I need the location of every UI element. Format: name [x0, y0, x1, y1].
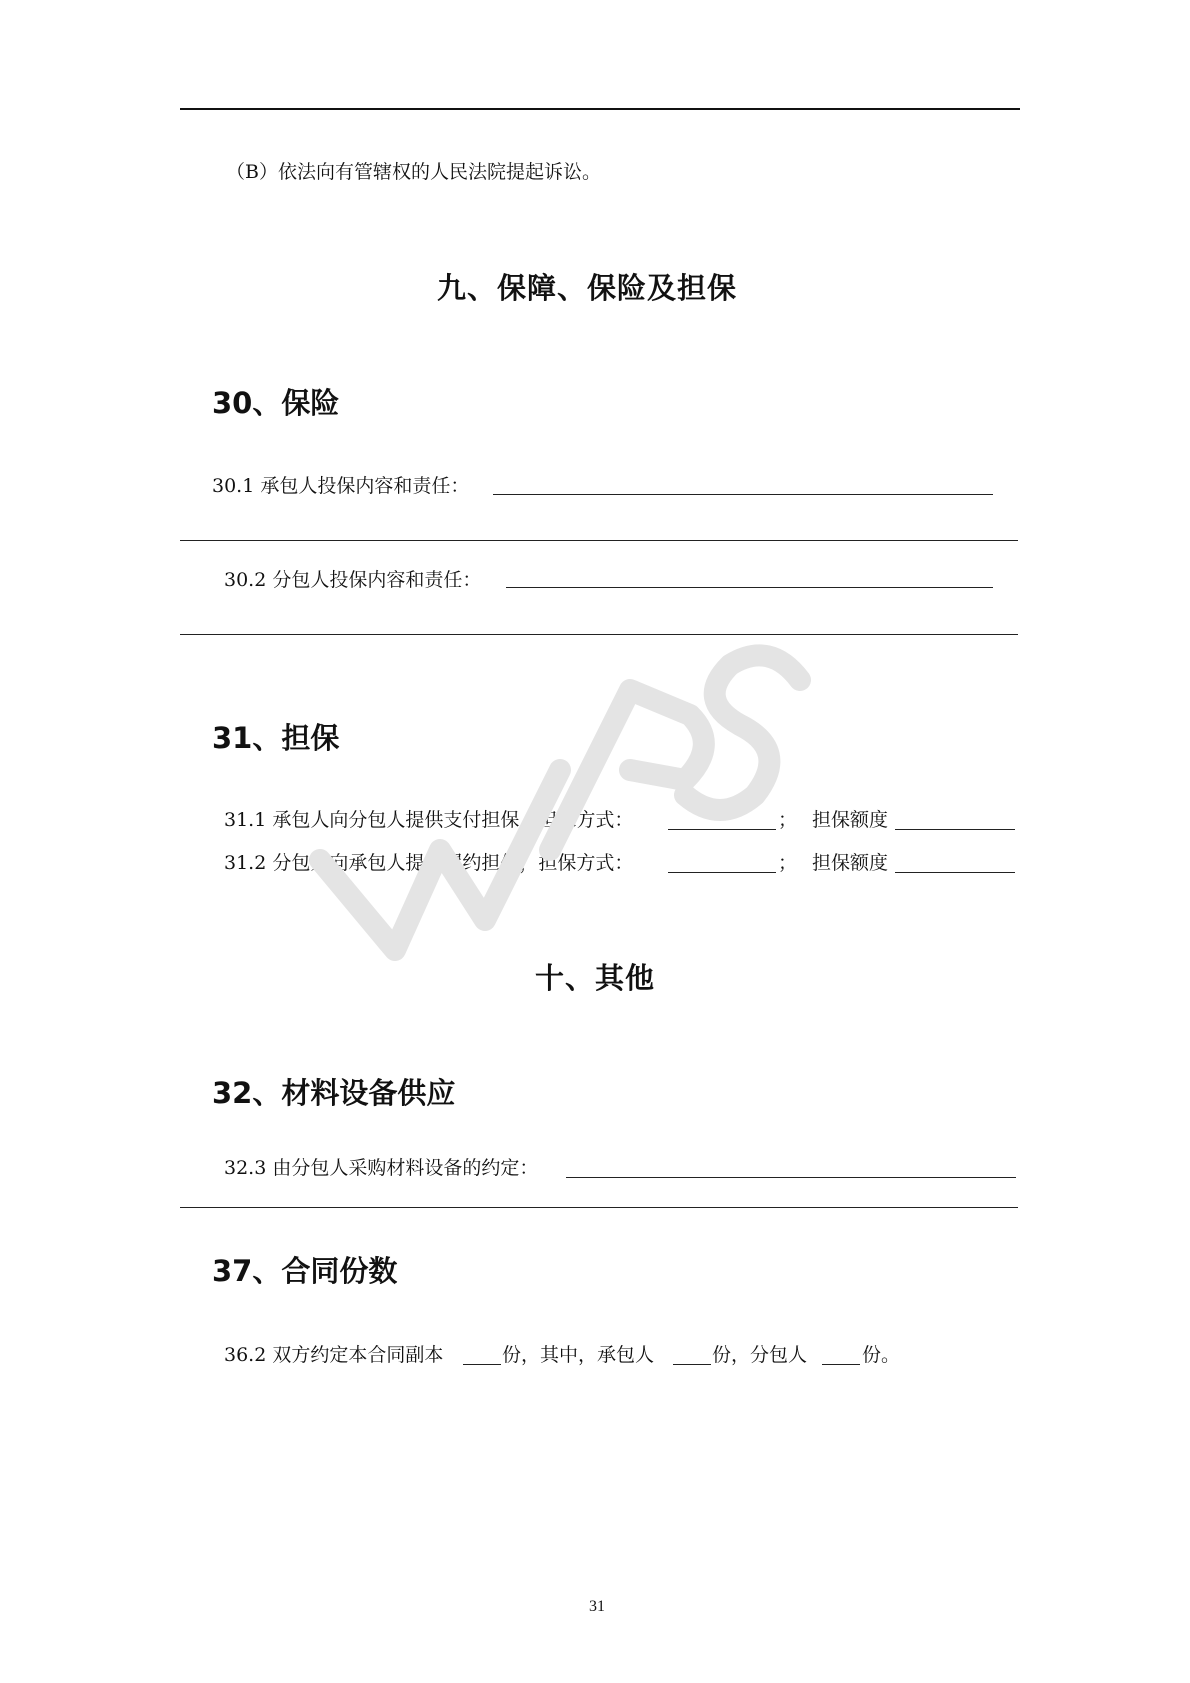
item-30-2-label: 30.2 分包人投保内容和责任： [224, 569, 482, 591]
item-36-2-subcontractor-blank [822, 1364, 860, 1365]
item-36-2-copies-blank [463, 1364, 501, 1365]
item-36-2-part4: 份。 [862, 1344, 901, 1366]
item-30-2-continuation-line [180, 634, 1018, 635]
item-32-3-label: 32.3 由分包人采购材料设备的约定： [224, 1157, 539, 1179]
item-32-3-continuation-line [180, 1207, 1018, 1208]
section-30-heading: 30、保险 [212, 386, 340, 420]
page-number: 31 [589, 1598, 605, 1615]
section-32-heading: 32、材料设备供应 [212, 1076, 456, 1110]
item-31-2-separator: ； [778, 852, 798, 874]
item-36-2-part2: 份，其中，承包人 [502, 1344, 655, 1366]
section-37-heading: 37、合同份数 [212, 1254, 398, 1288]
item-30-1-label: 30.1 承包人投保内容和责任： [212, 475, 470, 497]
item-30-1-continuation-line [180, 540, 1018, 541]
item-30-1-blank [493, 494, 993, 495]
item-31-1-separator: ； [778, 809, 798, 831]
item-36-2-contractor-blank [673, 1364, 711, 1365]
item-31-1-amount-blank [895, 829, 1015, 830]
item-32-3-blank [566, 1177, 1016, 1178]
item-36-2-part3: 份，分包人 [712, 1344, 808, 1366]
item-31-2-amount-blank [895, 872, 1015, 873]
wps-watermark-icon [300, 620, 820, 980]
item-30-2-blank [506, 587, 993, 588]
item-31-2-method-blank [668, 872, 776, 873]
section-31-heading: 31、担保 [212, 721, 340, 755]
chapter-10-title: 十、其他 [535, 961, 656, 995]
item-31-1-method-blank [668, 829, 776, 830]
item-31-1-label: 31.1 承包人向分包人提供支付担保，担保方式： [224, 809, 634, 831]
item-31-2-amount-label: 担保额度 [812, 852, 889, 874]
chapter-9-title: 九、保障、保险及担保 [437, 271, 738, 305]
item-31-1-amount-label: 担保额度 [812, 809, 889, 831]
header-rule [180, 108, 1020, 110]
item-36-2-part1: 36.2 双方约定本合同副本 [224, 1344, 444, 1366]
item-31-2-label: 31.2 分包人向承包人提供履约担保，担保方式： [224, 852, 634, 874]
clause-b-text: （B）依法向有管辖权的人民法院提起诉讼。 [226, 161, 601, 183]
